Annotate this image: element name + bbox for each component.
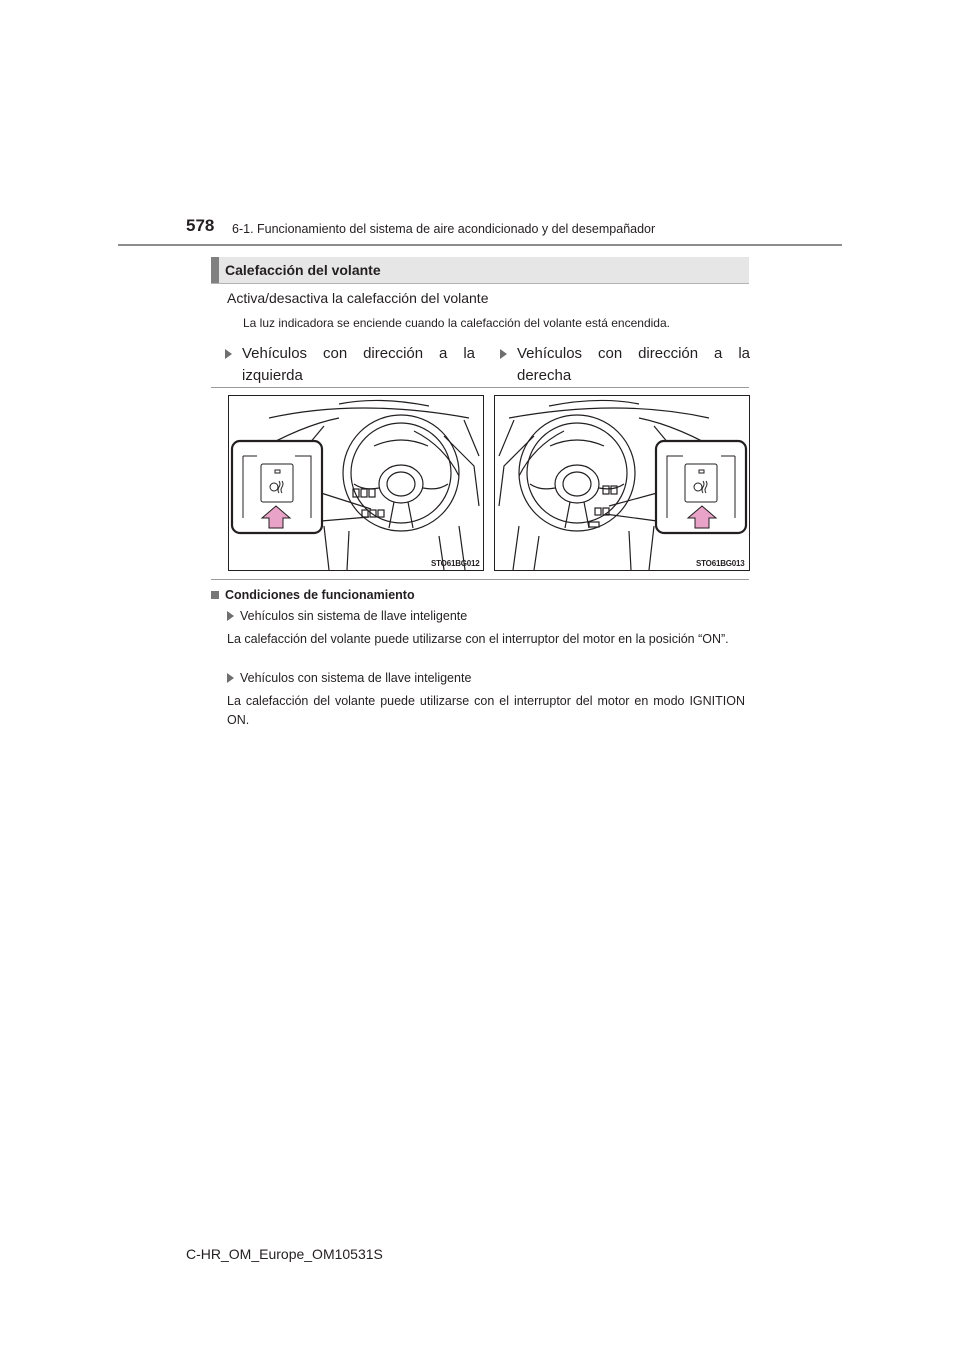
- topic-bar: [211, 257, 749, 284]
- page-number: 578: [186, 216, 215, 235]
- figure-bottom-rule: [211, 579, 749, 580]
- triangle-bullet-icon: [227, 673, 234, 683]
- variant-label-left-text: Vehículos con dirección a la izquierda: [242, 345, 475, 384]
- header-rule: [118, 244, 842, 246]
- condition-bullet-1-text: Vehículos sin sistema de llave inteligente: [240, 609, 468, 623]
- intro-lead: Activa/desactiva la calefacción del volante: [227, 290, 489, 306]
- variant-label-left: [225, 343, 475, 387]
- condition-bullet-2: [227, 671, 471, 685]
- square-bullet-icon: [211, 591, 219, 599]
- footer-doc-id: C-HR_OM_Europe_OM10531S: [186, 1246, 383, 1262]
- condition-bullet-2-text: Vehículos con sistema de llave inteligente: [240, 671, 472, 685]
- triangle-bullet-icon: [500, 349, 507, 359]
- figure-top-rule: [211, 387, 749, 388]
- figure-right-hand-drive: [494, 395, 750, 571]
- conditions-heading: [211, 588, 415, 602]
- variant-label-right: [500, 343, 750, 387]
- variant-label-right-text: Vehículos con dirección a la derecha: [517, 345, 750, 384]
- steering-wheel-illustration-right: [495, 396, 749, 570]
- condition-text-1: La calefacción del volante puede utilizarse con el interruptor del motor en la posición “ON”.: [227, 632, 729, 646]
- section-header: 6-1. Funcionamiento del sistema de aire acondicionado y del desempañador: [232, 222, 656, 236]
- conditions-heading-text: Condiciones de funcionamiento: [225, 588, 415, 602]
- condition-bullet-1: [227, 609, 467, 623]
- topic-bar-accent: [211, 257, 219, 283]
- condition-text-2: La calefacción del volante puede utilizarse con el interruptor del motor en modo IGNITION ON.: [227, 694, 745, 727]
- figure-code-left: STO61BG012: [431, 559, 480, 568]
- figure-code-right: STO61BG013: [696, 559, 745, 568]
- figure-left-hand-drive: [228, 395, 484, 571]
- topic-title: Calefacción del volante: [225, 262, 381, 278]
- steering-wheel-illustration-left: [229, 396, 483, 570]
- intro-note: La luz indicadora se enciende cuando la calefacción del volante está encendida.: [243, 316, 670, 330]
- triangle-bullet-icon: [225, 349, 232, 359]
- triangle-bullet-icon: [227, 611, 234, 621]
